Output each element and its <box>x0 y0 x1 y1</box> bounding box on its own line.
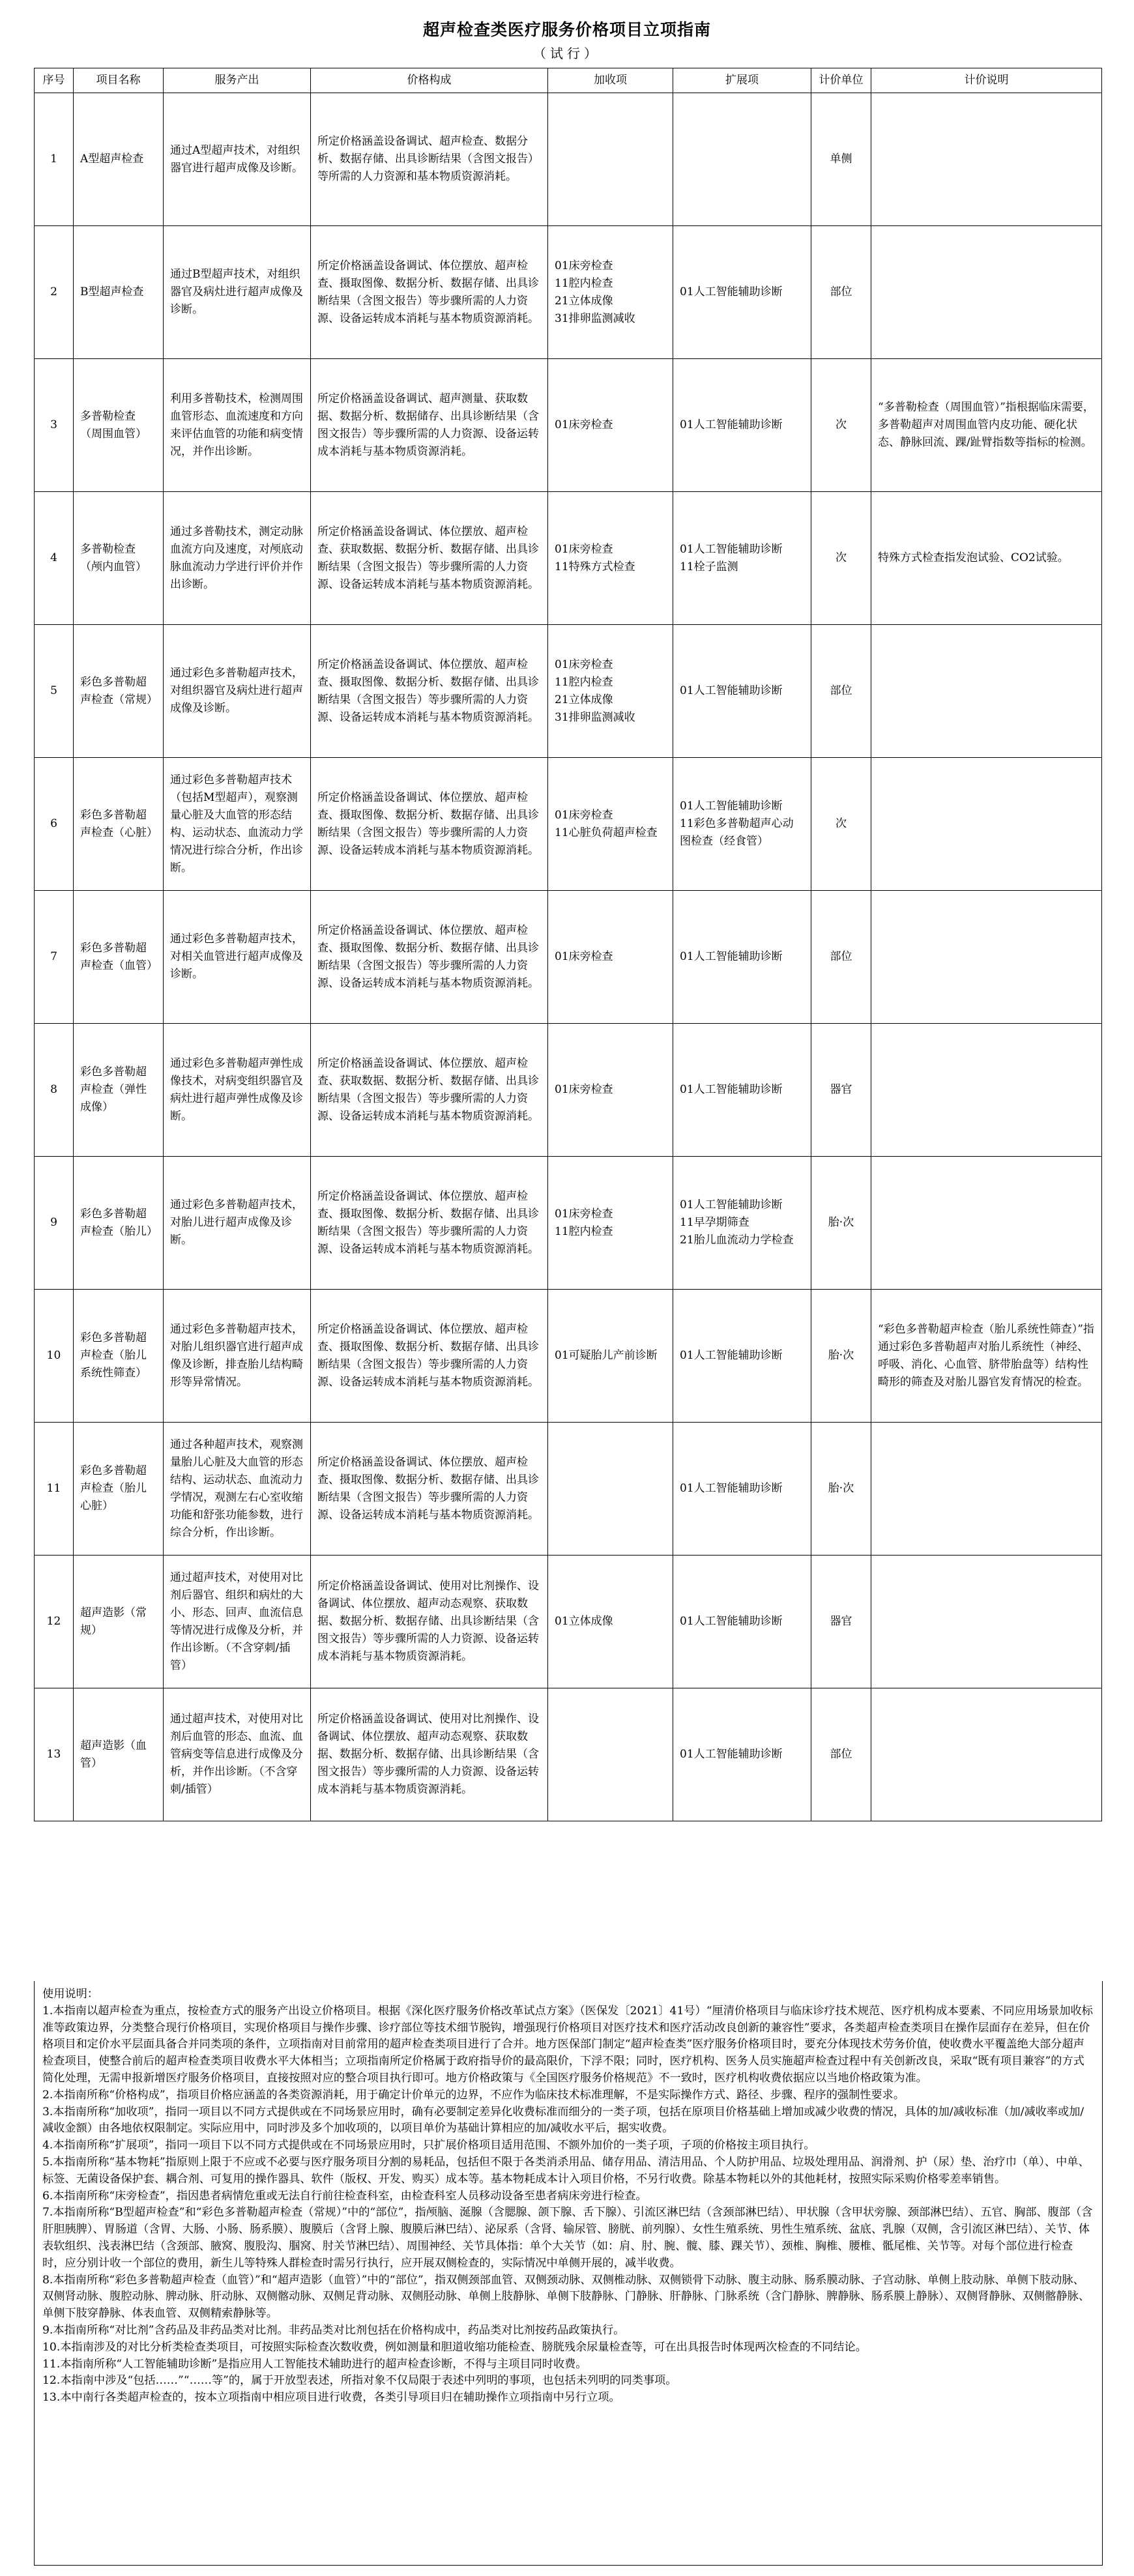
row-number: 4 <box>35 492 74 625</box>
row-number: 13 <box>35 1688 74 1821</box>
extension-items: 01人工智能辅助诊断 <box>673 625 811 758</box>
table-row <box>35 758 1102 891</box>
note-item: 2.本指南所称“价格构成”，指项目价格应涵盖的各类资源消耗，用于确定计价单元的边界，不应作为临床技术标准理解，不是实际操作方式、路径、步骤、程序的强制性要求。 <box>42 2088 905 2102</box>
table-row <box>35 625 1102 758</box>
item-name: 彩色多普勒超声检查（胎儿心脏） <box>74 1423 164 1556</box>
surcharge-items: 01床旁检查 <box>548 359 673 492</box>
row-number: 11 <box>35 1423 74 1556</box>
pricing-note <box>871 226 1102 359</box>
service-output: 通过超声技术，对使用对比剂后血管的形态、血流、血管病变等信息进行成像及分析，并作出诊断。（不含穿刺/插管） <box>164 1688 311 1821</box>
pricing-note: 特殊方式检查指发泡试验、CO2试验。 <box>871 492 1102 625</box>
surcharge-items: 01可疑胎儿产前诊断 <box>548 1290 673 1423</box>
extension-items: 01人工智能辅助诊断 <box>673 1290 811 1423</box>
row-number: 1 <box>35 93 74 226</box>
surcharge-items: 01床旁检查 11腔内检查 21立体成像 31排卵监测减收 <box>548 625 673 758</box>
extension-items: 01人工智能辅助诊断 11彩色多普勒超声心动图检查（经食管） <box>673 758 811 891</box>
row-number: 7 <box>35 891 74 1024</box>
page-subtitle: （试行） <box>533 46 601 61</box>
row-number: 9 <box>35 1157 74 1290</box>
pricing-unit: 次 <box>811 492 871 625</box>
service-output: 利用多普勒技术，检测周围血管形态、血流速度和方向来评估血管的功能和病变情况，并作出诊断。 <box>164 359 311 492</box>
pricing-note <box>871 1024 1102 1157</box>
price-composition: 所定价格涵盖设备调试、使用对比剂操作、设备调试、体位摆放、超声动态观察、获取数据、数据分析、数据存储、出具诊断结果（含图文报告）等步骤所需的人力资源、设备运转成本消耗与基本物质资源消耗。 <box>311 1556 548 1688</box>
price-composition: 所定价格涵盖设备调试、体位摆放、超声检查、摄取图像、数据分析、数据存储、出具诊断结果（含图文报告）等步骤所需的人力资源、设备运转成本消耗与基本物质资源消耗。 <box>311 758 548 891</box>
surcharge-items <box>548 1423 673 1556</box>
pricing-unit: 部位 <box>811 1688 871 1821</box>
price-composition: 所定价格涵盖设备调试、体位摆放、超声检查、摄取图像、数据分析、数据存储、出具诊断结果（含图文报告）等步骤所需的人力资源、设备运转成本消耗与基本物质资源消耗。 <box>311 891 548 1024</box>
pricing-note: “彩色多普勒超声检查（胎儿系统性筛查）”指通过彩色多普勒超声对胎儿系统性（神经、呼吸、消化、心血管、脐带胎盘等）结构性畸形的筛查及对胎儿器官发育情况的检查。 <box>871 1290 1102 1423</box>
service-output: 通过彩色多普勒超声技术，对胎儿进行超声成像及诊断。 <box>164 1157 311 1290</box>
pricing-note <box>871 758 1102 891</box>
table-row <box>35 1157 1102 1290</box>
note-item: 4.本指南所称“扩展项”，指同一项目下以不同方式提供或在不同场景应用时，只扩展价格项目适用范围、不额外加价的一类子项，子项的价格按主项目执行。 <box>42 2139 815 2152</box>
item-name: 彩色多普勒超声检查（心脏） <box>74 758 164 891</box>
note-item: 3.本指南所称“加收项”，指同一项目以不同方式提供或在不同场景应用时，确有必要制定差异化收费标准而细分的一类子项，包括在原项目价格基础上增加或减少收费的情况，具体的加/减收标准（加/减收率或加/减收金额）由各地依权限制定。实际应用中，同时涉及多个加收项的，以项目单价为基础计算相应的加/减收水平后，据实收费。 <box>42 2105 1084 2135</box>
surcharge-items: 01床旁检查 <box>548 1024 673 1157</box>
service-output: 通过彩色多普勒超声技术（包括M型超声），观察测量心脏及大血管的形态结构、运动状态、血流动力学情况进行综合分析，作出诊断。 <box>164 758 311 891</box>
pricing-unit: 次 <box>811 359 871 492</box>
header-cell: 扩展项 <box>673 68 811 93</box>
table-row <box>35 359 1102 492</box>
extension-items <box>673 93 811 226</box>
note-item: 12.本指南中涉及“包括……”“……等”的，属于开放型表述，所指对象不仅局限于表述中列明的事项，也包括未列明的同类事项。 <box>42 2374 677 2388</box>
item-name: 彩色多普勒超声检查（胎儿系统性筛查） <box>74 1290 164 1423</box>
note-item: 10.本指南涉及的对比分析类检查类项目，可按照实际检查次数收费，例如测量和胆道收缩功能检查、膀胱残余尿量检查等，可在出具报告时体现两次检查的不同结论。 <box>42 2340 867 2354</box>
table-row <box>35 1423 1102 1556</box>
price-composition: 所定价格涵盖设备调试、体位摆放、超声检查、获取数据、数据分析、数据存储、出具诊断结果（含图文报告）等步骤所需的人力资源、设备运转成本消耗与基本物质资源消耗。 <box>311 1024 548 1157</box>
item-name: 超声造影（常规） <box>74 1556 164 1688</box>
pricing-unit: 胎·次 <box>811 1157 871 1290</box>
service-output: 通过B型超声技术，对组织器官及病灶进行超声成像及诊断。 <box>164 226 311 359</box>
surcharge-items <box>548 1688 673 1821</box>
price-composition: 所定价格涵盖设备调试、体位摆放、超声检查、摄取图像、数据分析、数据存储、出具诊断结果（含图文报告）等步骤所需的人力资源、设备运转成本消耗与基本物质资源消耗。 <box>311 1290 548 1423</box>
price-composition: 所定价格涵盖设备调试、体位摆放、超声检查、摄取图像、数据分析、数据存储、出具诊断结果（含图文报告）等步骤所需的人力资源、设备运转成本消耗与基本物质资源消耗。 <box>311 226 548 359</box>
item-name: B型超声检查 <box>74 226 164 359</box>
table-row <box>35 492 1102 625</box>
header-cell: 序号 <box>35 68 74 93</box>
service-output: 通过彩色多普勒超声技术，对组织器官及病灶进行超声成像及诊断。 <box>164 625 311 758</box>
note-item: 8.本指南所称“彩色多普勒超声检查（血管）”和“超声造影（血管）”中的“部位”，指双侧颈部血管、双侧颈动脉、双侧椎动脉、双侧锁骨下动脉、腹主动脉、肠系膜动脉、子宫动脉、单侧上肢动脉、单侧下肢动脉、双侧肾动脉、腹腔动脉、脾动脉、肝动脉、双侧髂动脉、双侧足背动脉、双侧胫动脉、单侧上肢静脉、单侧下肢静脉、门静脉、肝静脉、门脉系统（含门静脉、脾静脉、肠系膜上静脉）、双侧肾静脉、双侧髂静脉、单侧下肢穿静脉、体表血管、双侧精索静脉等。 <box>42 2273 1090 2321</box>
table-row <box>35 1556 1102 1688</box>
note-item: 5.本指南所称“基本物耗”指原则上限于不应或不必要与医疗服务项目分割的易耗品，包括但不限于各类消杀用品、储存用品、清洁用品、个人防护用品、垃圾处理用品、润滑剂、护（尿）垫、治疗巾（单）、中单、标签、无菌设备保护套、耦合剂、可复用的操作器具、软件（版权、开发、购买）成本等。基本物耗成本计入项目价格，不另行收费。除基本物耗以外的其他耗材，按照实际采购价格零差率销售。 <box>42 2155 1090 2186</box>
price-composition: 所定价格涵盖设备调试、体位摆放、超声检查、获取数据、数据分析、数据存储、出具诊断结果（含图文报告）等步骤所需的人力资源、设备运转成本消耗与基本物质资源消耗。 <box>311 492 548 625</box>
page-title: 超声检查类医疗服务价格项目立项指南 <box>422 20 711 39</box>
row-number: 8 <box>35 1024 74 1157</box>
header-cell: 价格构成 <box>311 68 548 93</box>
item-name: A型超声检查 <box>74 93 164 226</box>
surcharge-items: 01床旁检查 11心脏负荷超声检查 <box>548 758 673 891</box>
pricing-unit: 次 <box>811 758 871 891</box>
row-number: 10 <box>35 1290 74 1423</box>
service-output: 通过彩色多普勒超声技术，对胎儿组织器官进行超声成像及诊断，排查胎儿结构畸形等异常情况。 <box>164 1290 311 1423</box>
surcharge-items: 01立体成像 <box>548 1556 673 1688</box>
header-cell: 加收项 <box>548 68 673 93</box>
price-composition: 所定价格涵盖设备调试、使用对比剂操作、设备调试、体位摆放、超声动态观察、获取数据、数据分析、数据存储、出具诊断结果（含图文报告）等步骤所需的人力资源、设备运转成本消耗与基本物质资源消耗。 <box>311 1688 548 1821</box>
table-row <box>35 1688 1102 1821</box>
header-cell: 服务产出 <box>164 68 311 93</box>
row-number: 6 <box>35 758 74 891</box>
extension-items: 01人工智能辅助诊断 11栓子监测 <box>673 492 811 625</box>
service-output: 通过彩色多普勒超声弹性成像技术，对病变组织器官及病灶进行超声弹性成像及诊断。 <box>164 1024 311 1157</box>
extension-items: 01人工智能辅助诊断 <box>673 226 811 359</box>
header-cell: 计价说明 <box>871 68 1102 93</box>
pricing-note <box>871 93 1102 226</box>
item-name: 彩色多普勒超声检查（弹性成像） <box>74 1024 164 1157</box>
table-row <box>35 1290 1102 1423</box>
header-cell: 项目名称 <box>74 68 164 93</box>
header-cell: 计价单位 <box>811 68 871 93</box>
pricing-note <box>871 1157 1102 1290</box>
note-item: 6.本指南所称“床旁检查”，指因患者病情危重或无法自行前往检查科室，由检查科室人员移动设备至患者病床旁进行检查。 <box>42 2189 647 2203</box>
pricing-note: “多普勒检查（周围血管）”指根据临床需要，多普勒超声对周围血管内皮功能、硬化状态、静脉回流、踝/趾臂指数等指标的检测。 <box>871 359 1102 492</box>
service-output: 通过彩色多普勒超声技术，对相关血管进行超声成像及诊断。 <box>164 891 311 1024</box>
note-item: 13.本中南行各类超声检查的，按本立项指南中相应项目进行收费，各类引导项目归在辅助操作立项指南中另行立项。 <box>42 2391 620 2405</box>
surcharge-items: 01床旁检查 <box>548 891 673 1024</box>
note-item: 9.本指南所称“对比剂”含药品及非药品类对比剂。非药品类对比剂包括在价格构成中，药品类对比剂按药品政策执行。 <box>42 2323 625 2337</box>
table-row <box>35 226 1102 359</box>
surcharge-items: 01床旁检查 11腔内检查 21立体成像 31排卵监测减收 <box>548 226 673 359</box>
pricing-unit: 器官 <box>811 1024 871 1157</box>
price-composition: 所定价格涵盖设备调试、体位摆放、超声检查、摄取图像、数据分析、数据存储、出具诊断结果（含图文报告）等步骤所需的人力资源、设备运转成本消耗与基本物质资源消耗。 <box>311 1157 548 1290</box>
row-number: 12 <box>35 1556 74 1688</box>
pricing-note <box>871 1688 1102 1821</box>
service-output: 通过多普勒技术，测定动脉血流方向及速度，对颅底动脉血流动力学进行评价并作出诊断。 <box>164 492 311 625</box>
item-name: 彩色多普勒超声检查（胎儿） <box>74 1157 164 1290</box>
row-number: 2 <box>35 226 74 359</box>
extension-items: 01人工智能辅助诊断 11早孕期筛查 21胎儿血流动力学检查 <box>673 1157 811 1290</box>
note-item: 11.本指南所称“人工智能辅助诊断”是指应用人工智能技术辅助进行的超声检查诊断，不得与主项目同时收费。 <box>42 2357 587 2371</box>
item-name: 超声造影（血管） <box>74 1688 164 1821</box>
extension-items: 01人工智能辅助诊断 <box>673 1024 811 1157</box>
pricing-note <box>871 891 1102 1024</box>
surcharge-items: 01床旁检查 11特殊方式检查 <box>548 492 673 625</box>
pricing-unit: 部位 <box>811 625 871 758</box>
item-name: 多普勒检查（颅内血管） <box>74 492 164 625</box>
pricing-note <box>871 1423 1102 1556</box>
service-output: 通过超声技术，对使用对比剂后器官、组织和病灶的大小、形态、回声、血流信息等情况进行成像及分析，并作出诊断。（不含穿刺/插管） <box>164 1556 311 1688</box>
usage-notes <box>34 1981 1103 2566</box>
item-name: 彩色多普勒超声检查（血管） <box>74 891 164 1024</box>
item-name: 彩色多普勒超声检查（常规） <box>74 625 164 758</box>
table-row <box>35 93 1102 226</box>
price-composition: 所定价格涵盖设备调试、超声检查、数据分析、数据存储、出具诊断结果（含图文报告）等所需的人力资源和基本物质资源消耗。 <box>311 93 548 226</box>
price-composition: 所定价格涵盖设备调试、超声测量、获取数据、数据分析、数据储存、出具诊断结果（含图文报告）等步骤所需的人力资源、设备运转成本消耗与基本物质资源消耗。 <box>311 359 548 492</box>
extension-items: 01人工智能辅助诊断 <box>673 1688 811 1821</box>
row-number: 5 <box>35 625 74 758</box>
extension-items: 01人工智能辅助诊断 <box>673 891 811 1024</box>
pricing-note <box>871 1556 1102 1688</box>
pricing-unit: 胎·次 <box>811 1290 871 1423</box>
price-composition: 所定价格涵盖设备调试、体位摆放、超声检查、摄取图像、数据分析、数据存储、出具诊断结果（含图文报告）等步骤所需的人力资源、设备运转成本消耗与基本物质资源消耗。 <box>311 625 548 758</box>
table-row <box>35 1024 1102 1157</box>
pricing-unit: 部位 <box>811 226 871 359</box>
price-guide-table <box>34 68 1102 1821</box>
pricing-unit: 部位 <box>811 891 871 1024</box>
table-row <box>35 891 1102 1024</box>
service-output: 通过各种超声技术，观察测量胎儿心脏及大血管的形态结构、运动状态、血流动力学情况，观测左右心室收缩功能和舒张功能参数，进行综合分析，作出诊断。 <box>164 1423 311 1556</box>
surcharge-items <box>548 93 673 226</box>
extension-items: 01人工智能辅助诊断 <box>673 359 811 492</box>
service-output: 通过A型超声技术，对组织器官进行超声成像及诊断。 <box>164 93 311 226</box>
pricing-unit: 器官 <box>811 1556 871 1688</box>
pricing-unit: 单侧 <box>811 93 871 226</box>
surcharge-items: 01床旁检查 11腔内检查 <box>548 1157 673 1290</box>
item-name: 多普勒检查（周围血管） <box>74 359 164 492</box>
notes-heading: 使用说明： <box>42 1988 98 2001</box>
note-item: 1.本指南以超声检查为重点，按检查方式的服务产出设立价格项目。根据《深化医疗服务价格改革试点方案》（医保发〔2021〕41号）“厘清价格项目与临床诊疗技术规范、医疗机构成本要素、不同应用场景加收标准等政策边界，分类整合现行价格项目，实现价格项目与操作步骤、诊疗部位等技术细节脱钩，增强现行价格项目对医疗技术和医疗活动改良创新的兼容性”要求，各类超声检查类项目在操作层面存在差异，但在价格项目和定价水平层面具备合并同类项的条件，立项指南对目前常用的超声检查类项目进行了合并。地方医保部门制定“超声检查类”医疗服务价格项目时，要充分体现技术劳务价值，使收费水平覆盖绝大部分超声检查项目，使整合前后的超声检查类项目收费水平大体相当；立项指南所定价格属于政府指导价的最高限价，下浮不限；同时，医疗机构、医务人员实施超声检查过程中有关创新改良，采取“既有项目兼容”的方式简化处理，无需申报新增医疗服务价格项目，直接按照对应的整合项目执行即可。地方价格政策与《全国医疗服务价格规范》不一致时，医疗机构收费依据应以当地价格政策为准。 <box>42 2004 1093 2085</box>
table-header-row <box>35 68 1102 93</box>
pricing-note <box>871 625 1102 758</box>
extension-items: 01人工智能辅助诊断 <box>673 1423 811 1556</box>
note-item: 7.本指南所称“B型超声检查”和“彩色多普勒超声检查（常规）”中的“部位”，指颅脑、涎腺（含腮腺、颌下腺、舌下腺）、引流区淋巴结（含颈部淋巴结）、甲状腺（含甲状旁腺、颈部淋巴结）、五官、胸部、腹部（含肝胆胰脾）、胃肠道（含胃、大肠、小肠、肠系膜）、腹膜后（含肾上腺、腹膜后淋巴结）、泌尿系（含肾、输尿管、膀胱、前列腺）、女性生殖系统、男性生殖系统、盆底、乳腺（双侧，含引流区淋巴结）、关节、体表软组织、浅表淋巴结（含颈部、腋窝、腹股沟、腘窝、肘关节淋巴结）、周围神经、关节具体指：单个大关节（如：肩、肘、腕、髋、膝、踝关节）、颈椎、胸椎、腰椎、骶尾椎、关节等。对每个部位进行检查时，应分别计收一个部位的费用，新生儿等特殊人群检查时需另行执行，应开展双侧检查的，实际情况中单侧开展的，减半收费。 <box>42 2206 1093 2270</box>
row-number: 3 <box>35 359 74 492</box>
price-composition: 所定价格涵盖设备调试、体位摆放、超声检查、摄取图像、数据分析、数据存储、出具诊断结果（含图文报告）等步骤所需的人力资源、设备运转成本消耗与基本物质资源消耗。 <box>311 1423 548 1556</box>
extension-items: 01人工智能辅助诊断 <box>673 1556 811 1688</box>
pricing-unit: 胎·次 <box>811 1423 871 1556</box>
